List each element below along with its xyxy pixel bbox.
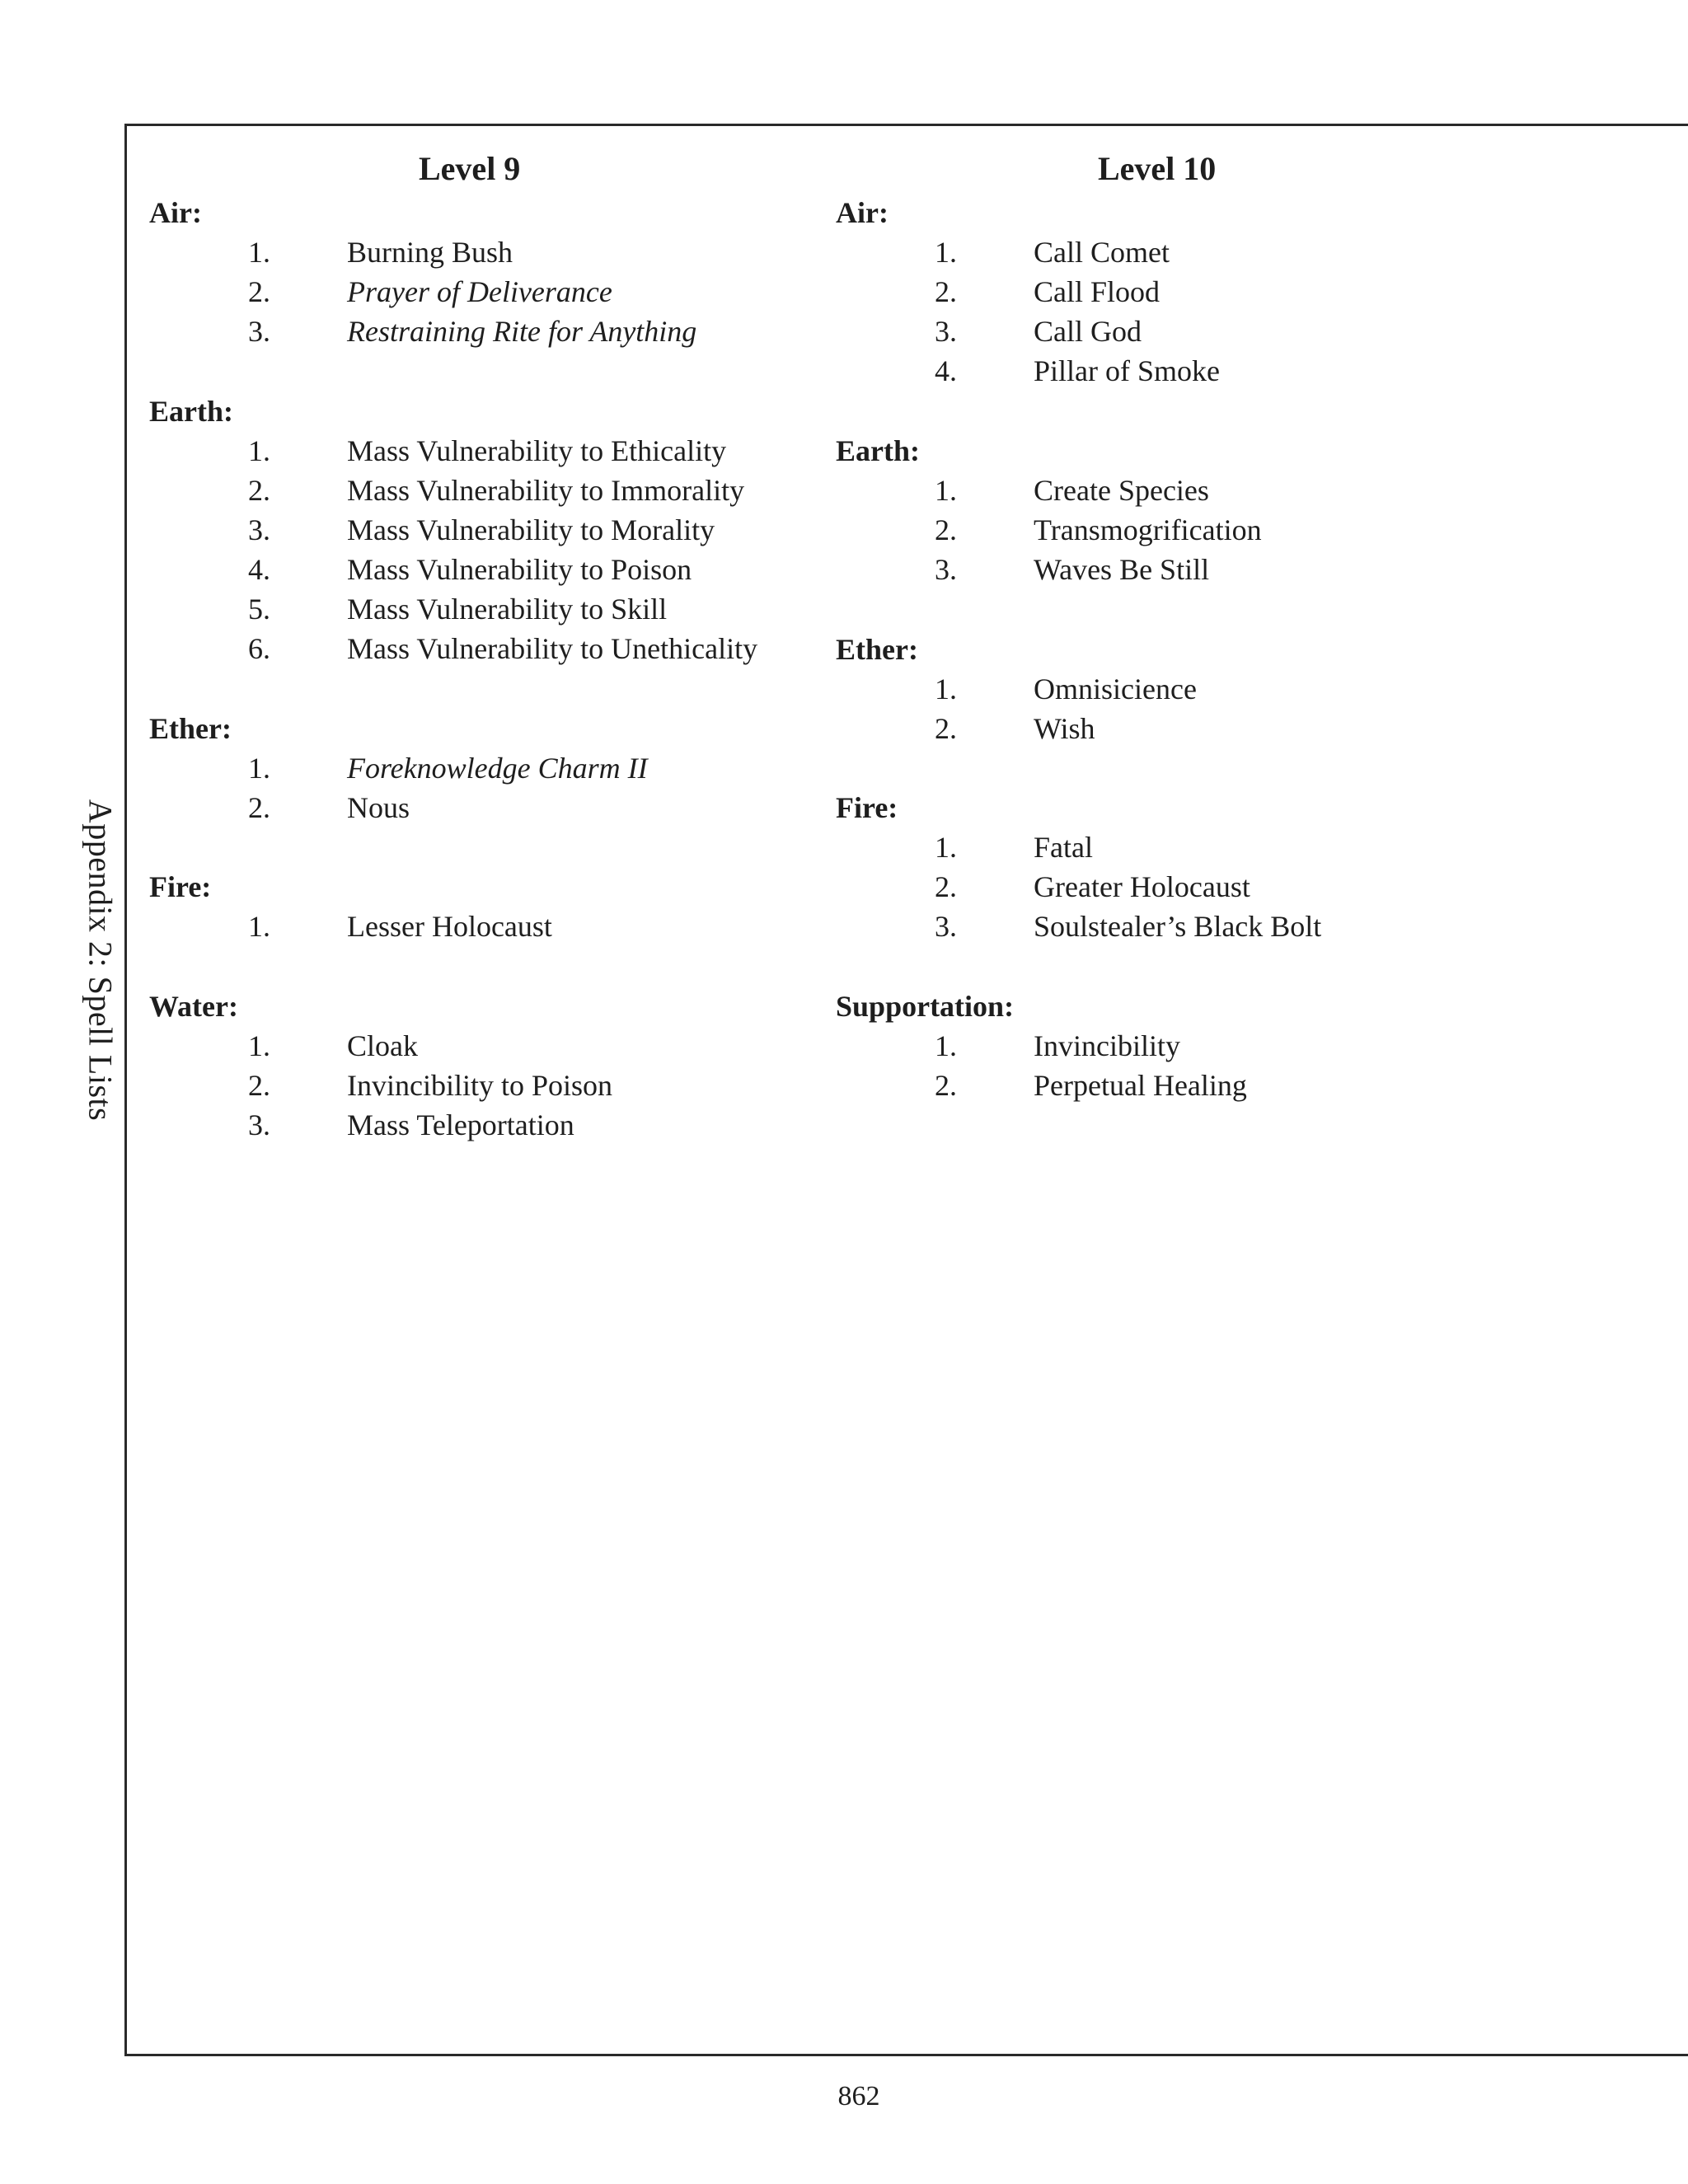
level-10-fire-heading: Fire: [836, 791, 898, 824]
list-item-number: 3. [935, 315, 957, 348]
spell-name: Pillar of Smoke [1034, 354, 1220, 387]
list-item-number: 2. [248, 474, 270, 507]
spell-name: Mass Vulnerability to Poison [347, 553, 692, 586]
list-item-number: 1. [935, 1029, 957, 1062]
list-item-number: 1. [935, 236, 957, 269]
list-item-number: 1. [248, 910, 270, 943]
list-item-number: 2. [935, 513, 957, 546]
level-9-earth-heading: Earth: [149, 395, 233, 428]
page-number: 862 [837, 2081, 880, 2111]
list-item-number: 3. [935, 910, 957, 943]
level-9-air-heading: Air: [149, 196, 202, 229]
spell-name: Invincibility [1034, 1029, 1180, 1062]
level-10-supportation-heading: Supportation: [836, 990, 1015, 1023]
spell-name: Mass Vulnerability to Skill [347, 593, 668, 626]
spell-name: Burning Bush [347, 236, 513, 269]
spell-name: Wish [1034, 712, 1095, 745]
spell-name: Mass Teleportation [347, 1108, 574, 1141]
spell-name: Foreknowledge Charm II [347, 752, 648, 785]
level-10-earth-heading: Earth: [836, 434, 920, 467]
list-item-number: 4. [935, 354, 957, 387]
level-10-ether-heading: Ether: [836, 633, 918, 666]
spell-name: Mass Vulnerability to Ethicality [347, 434, 727, 467]
list-item-number: 2. [248, 791, 270, 824]
list-item-number: 1. [935, 474, 957, 507]
spell-name: Mass Vulnerability to Morality [347, 513, 715, 546]
list-item-number: 3. [248, 315, 270, 348]
level-9-water-heading: Water: [149, 990, 238, 1023]
level-10-air-heading: Air: [836, 196, 889, 229]
level-9-ether-heading: Ether: [149, 712, 232, 745]
level-9-fire-heading: Fire: [149, 870, 212, 903]
spell-name: Call Comet [1034, 236, 1170, 269]
list-item-number: 3. [248, 1108, 270, 1141]
list-item-number: 2. [935, 275, 957, 308]
spell-name: Call God [1034, 315, 1142, 348]
list-item-number: 2. [935, 712, 957, 745]
level-9-title: Level 9 [419, 150, 521, 187]
list-item-number: 5. [248, 593, 270, 626]
list-item-number: 6. [248, 632, 270, 665]
spell-name: Waves Be Still [1034, 553, 1210, 586]
list-item-number: 2. [248, 1069, 270, 1102]
spell-name: Cloak [347, 1029, 418, 1062]
list-item-number: 1. [248, 752, 270, 785]
list-item-number: 4. [248, 553, 270, 586]
list-item-number: 1. [935, 831, 957, 864]
spell-name: Soulstealer’s Black Bolt [1034, 910, 1322, 943]
list-item-number: 2. [935, 870, 957, 903]
spell-name: Mass Vulnerability to Unethicality [347, 632, 758, 665]
spell-name: Invincibility to Poison [347, 1069, 613, 1102]
spell-name: Prayer of Deliverance [347, 275, 612, 308]
list-item-number: 2. [248, 275, 270, 308]
spell-name: Fatal [1034, 831, 1093, 864]
spell-name: Nous [347, 791, 410, 824]
spell-name: Perpetual Healing [1034, 1069, 1247, 1102]
spell-name: Omnisicience [1034, 673, 1197, 705]
list-item-number: 1. [248, 236, 270, 269]
list-item-number: 3. [935, 553, 957, 586]
side-section-label: Appendix 2: Spell Lists [82, 799, 120, 1122]
spell-name: Mass Vulnerability to Immorality [347, 474, 745, 507]
list-item-number: 3. [248, 513, 270, 546]
list-item-number: 1. [248, 1029, 270, 1062]
spell-name: Restraining Rite for Anything [347, 315, 697, 348]
list-item-number: 2. [935, 1069, 957, 1102]
level-10-title: Level 10 [1098, 150, 1217, 187]
spell-name: Lesser Holocaust [347, 910, 552, 943]
list-item-number: 1. [935, 673, 957, 705]
list-item-number: 1. [248, 434, 270, 467]
spell-name: Transmogrification [1034, 513, 1262, 546]
spell-name: Create Species [1034, 474, 1209, 507]
spell-name: Greater Holocaust [1034, 870, 1250, 903]
spell-name: Call Flood [1034, 275, 1160, 308]
